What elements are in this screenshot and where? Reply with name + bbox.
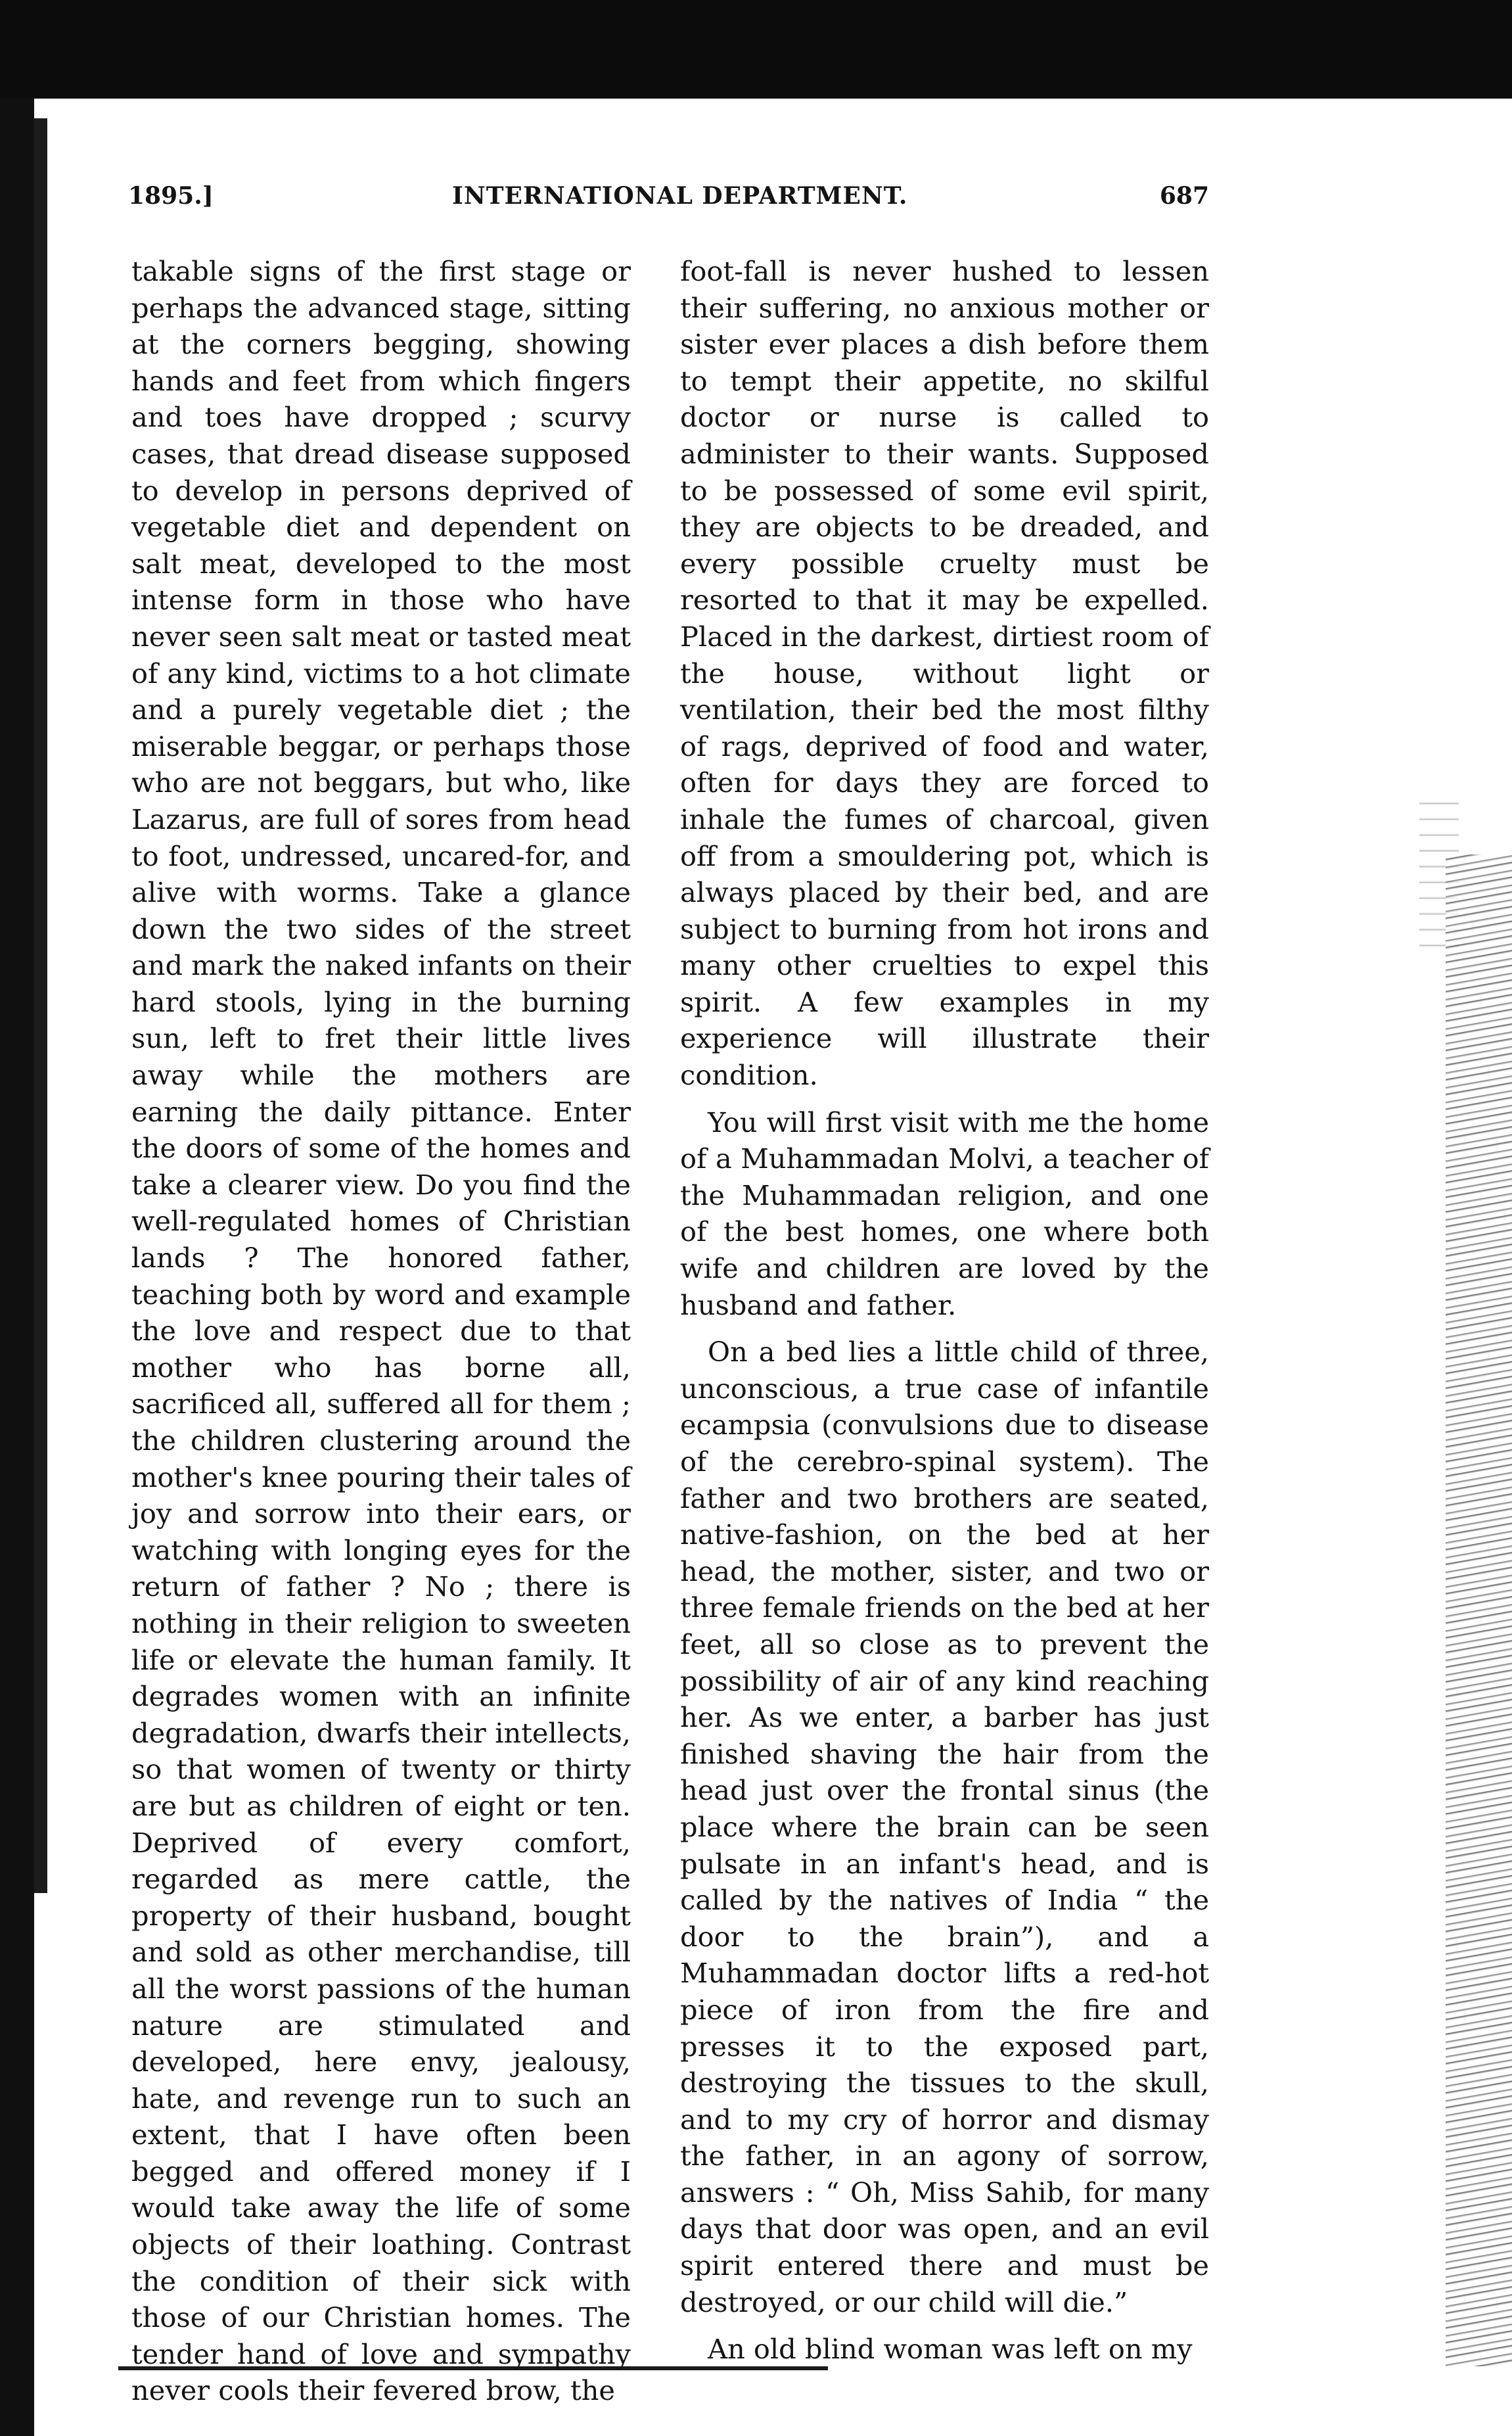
running-head-title: INTERNATIONAL DEPARTMENT. [452, 182, 908, 210]
page-number: 687 [1159, 182, 1209, 210]
right-column [680, 253, 1209, 2366]
scan-top-edge [0, 0, 1512, 99]
left-paragraph-1: takable signs of the first stage or perhaps the advanced stage, sitting at the corners begging, showing hands and feet from which fingers and toes have dropped ; scurvy cases, that dread disease supposed to develop in persons deprived of vegetable diet and dependent on salt meat, developed to the most intense form in those who have never seen salt meat or tasted meat of any kind, victims to a hot climate and a purely vegetable diet ; the miserable beggar, or perhaps those who are not beggars, but who, like Lazarus, are full of sores from head to foot, undressed, uncared-for, and alive with worms. Take a glance down the two sides of the street and mark the naked infants on their hard stools, lying in the burning sun, left to fret their little lives away while the mothers are earning the daily pittance. Enter the doors of some of the homes and take a clearer view. Do you find the well-regulated homes of Christian lands ? The honored father, teaching both by word and example the love and respect due to that mother who has borne all, sacrificed all, suffered all for them ; the children clustering around the mother's knee pouring their tales of joy and sorrow into their ears, or watching with longing eyes for the return of father ? No ; there is nothing in their religion to sweeten life or elevate the human family. It degrades women with an infinite degradation, dwarfs their intellects, so that women of twenty or thirty are but as children of eight or ten. Deprived of every comfort, regarded as mere cattle, the property of their husband, bought and sold as other merchandise, till all the worst passions of the human nature are stimulated and developed, here envy, jealousy, hate, and revenge run to such an extent, that I have often been begged and offered money if I would take away the life of some objects of their loathing. Contrast the condition of their sick with those of our Christian homes. The tender hand of love and sympathy never cools their fevered brow, the [131, 255, 631, 2407]
scan-right-noise [1446, 855, 1512, 2366]
scan-left-shadow [34, 118, 47, 1893]
right-paragraph-4: An old blind woman was left on my [708, 2333, 1193, 2366]
running-head [128, 182, 1209, 222]
scan-left-edge [0, 99, 34, 2436]
running-head-year: 1895.] [128, 182, 214, 210]
left-column [131, 253, 631, 2407]
right-paragraph-2: You will first visit with me the home of a Muhammadan Molvi, a teacher of the Muhammadan religion, and one of the best homes, one where both wife and children are loved by the husband and father. [680, 1106, 1209, 1321]
right-paragraph-3: On a bed lies a little child of three, unconscious, a true case of infantile ecampsia (convulsions due to disease of the cerebro-spinal system). The father and two brothers are seated, native-fashion, on the bed at her head, the mother, sister, and two or three female friends on the bed at her feet, all so close as to prevent the possibility of air of any kind reaching her. As we enter, a barber has just finished shaving the hair from the head just over the frontal sinus (the place where the brain can be seen pulsate in an infant's head, and is called by the natives of India “ the door to the brain”), and a Muhammadan doctor lifts a red-hot piece of iron from the fire and presses it to the exposed part, destroying the tissues to the skull, and to my cry of horror and dismay the father, in an agony of sorrow, answers : “ Oh, Miss Sahib, for many days that door was open, and an evil spirit entered there and must be destroyed, or our child will die.” [680, 1336, 1209, 2318]
right-paragraph-1: foot-fall is never hushed to lessen their suffering, no anxious mother or sister ever places a dish before them to tempt their appetite, no skilful doctor or nurse is called to administer to their wants. Supposed to be possessed of some evil spirit, they are objects to be dreaded, and every possible cruelty must be resorted to that it may be expelled. Placed in the darkest, dirtiest room of the house, without light or ventilation, their bed the most filthy of rags, deprived of food and water, often for days they are forced to inhale the fumes of charcoal, given off from a smouldering pot, which is always placed by their bed, and are subject to burning from hot irons and many other cruelties to expel this spirit. A few examples in my experience will illustrate their condition. [680, 255, 1209, 1092]
